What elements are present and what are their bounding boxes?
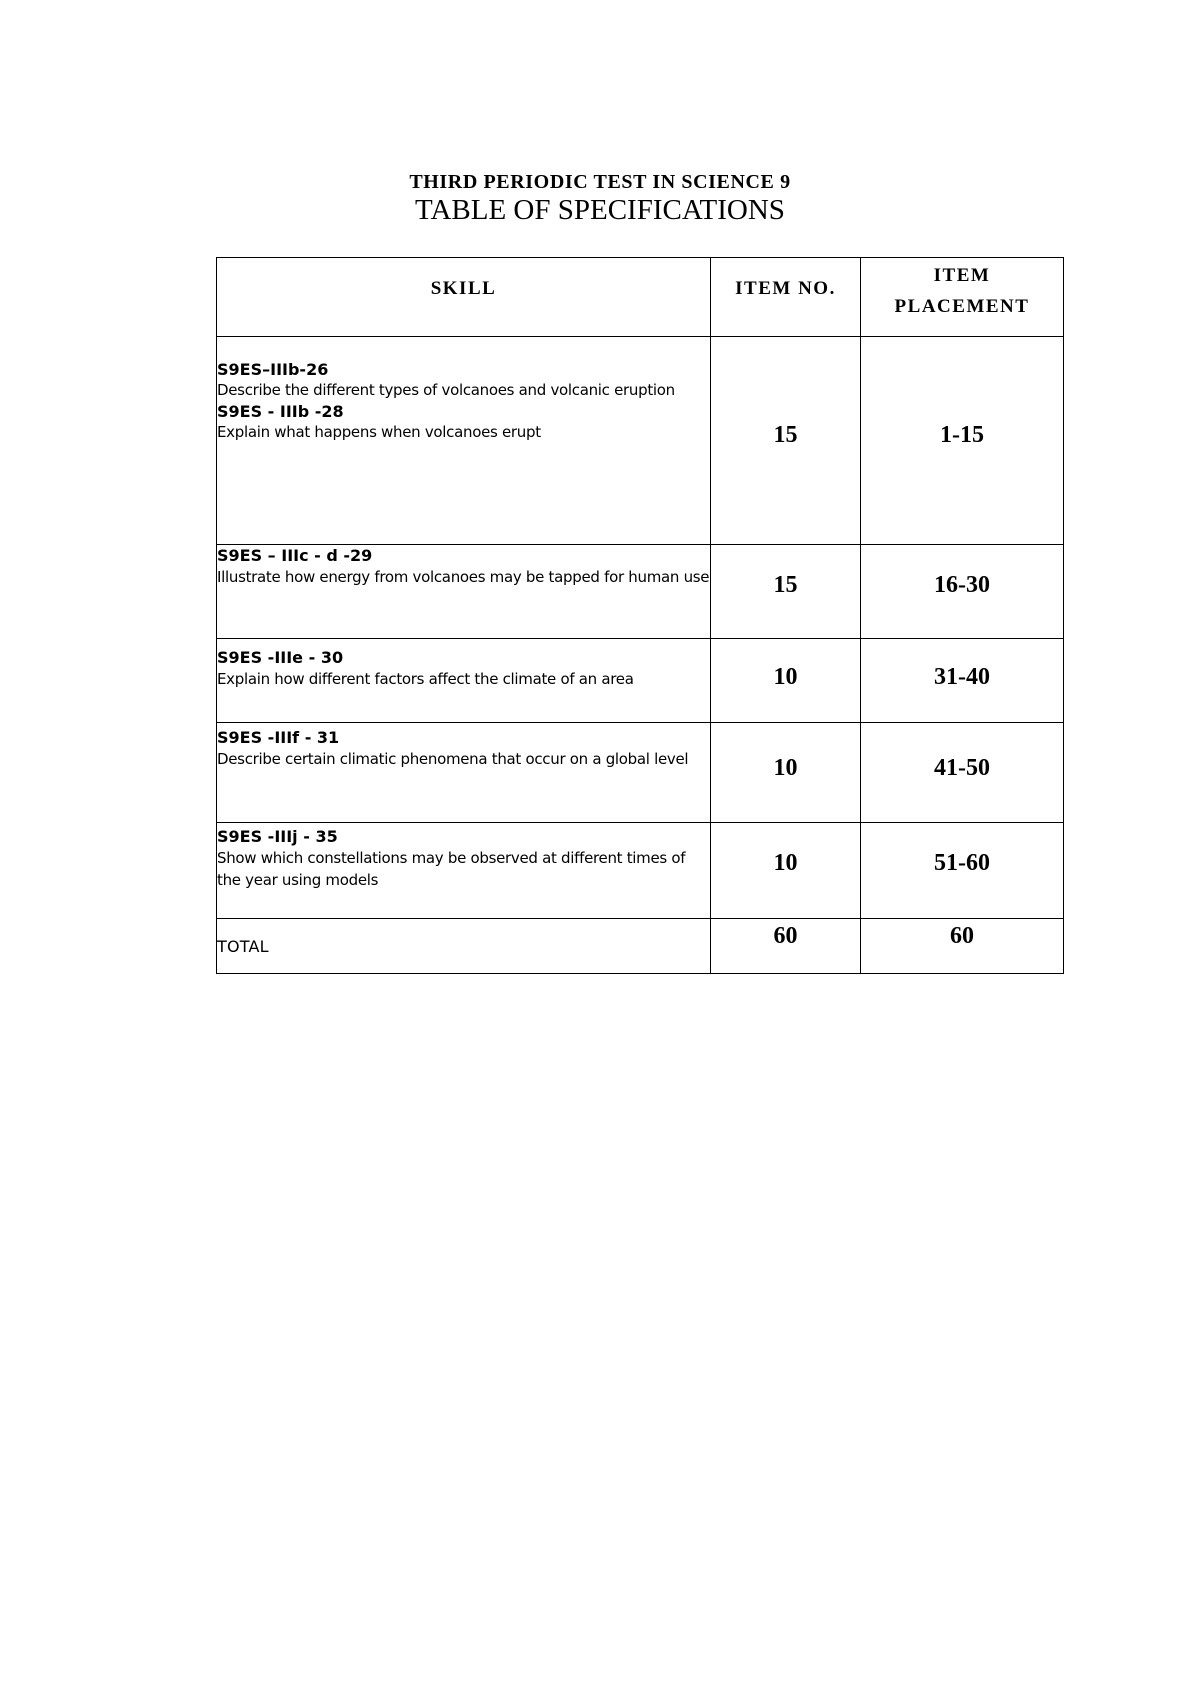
- competency-code: S9ES–IIIb-26: [217, 360, 329, 379]
- competency-description: Illustrate how energy from volcanoes may be tapped for human use: [217, 568, 710, 586]
- table-row: [217, 337, 1064, 545]
- total-placement: 60: [861, 919, 1064, 974]
- placement-cell: 16-30: [861, 545, 1064, 639]
- document-title: TABLE OF SPECIFICATIONS: [415, 194, 785, 226]
- total-row: [217, 919, 1064, 974]
- skill-cell: [217, 639, 711, 723]
- competency-description: Explain how different factors affect the climate of an area: [217, 670, 634, 688]
- header-item-placement: [861, 258, 1064, 337]
- placement-cell: 51-60: [861, 823, 1064, 919]
- specifications-table: [216, 257, 1064, 974]
- competency-code: S9ES -IIIe - 30: [217, 648, 344, 667]
- item-no-cell: 10: [711, 723, 861, 823]
- competency-code: S9ES - IIIb -28: [217, 402, 344, 421]
- total-item-no: 60: [711, 919, 861, 974]
- item-no-cell: 10: [711, 823, 861, 919]
- header-skill: SKILL: [217, 258, 711, 337]
- document-subtitle: THIRD PERIODIC TEST IN SCIENCE 9: [409, 171, 791, 193]
- competency-description: Show which constellations may be observed at different times of the year using models: [217, 849, 686, 889]
- competency-description: Describe the different types of volcanoes and volcanic eruption: [217, 381, 675, 399]
- skill-cell: [217, 723, 711, 823]
- total-label: TOTAL: [217, 919, 711, 974]
- skill-cell: [217, 545, 711, 639]
- competency-description: Explain what happens when volcanoes erupt: [217, 423, 541, 441]
- item-no-cell: 15: [711, 337, 861, 545]
- item-no-cell: 15: [711, 545, 861, 639]
- header-item-placement-line2: PLACEMENT: [894, 296, 1030, 317]
- table-row: [217, 639, 1064, 723]
- competency-code: S9ES – IIIc - d -29: [217, 546, 373, 565]
- header-item-placement-line1: ITEM: [933, 265, 991, 286]
- table-row: [217, 545, 1064, 639]
- skill-cell: [217, 823, 711, 919]
- placement-cell: 41-50: [861, 723, 1064, 823]
- header-item-no: ITEM NO.: [711, 258, 861, 337]
- skill-cell: [217, 337, 711, 545]
- table-row: [217, 823, 1064, 919]
- placement-cell: 31-40: [861, 639, 1064, 723]
- competency-code: S9ES -IIIj - 35: [217, 827, 338, 846]
- competency-code: S9ES -IIIf - 31: [217, 728, 340, 747]
- placement-cell: 1-15: [861, 337, 1064, 545]
- competency-description: Describe certain climatic phenomena that occur on a global level: [217, 750, 689, 768]
- table-row: [217, 723, 1064, 823]
- document-header: [0, 170, 1200, 226]
- item-no-cell: 10: [711, 639, 861, 723]
- table-header-row: [217, 258, 1064, 337]
